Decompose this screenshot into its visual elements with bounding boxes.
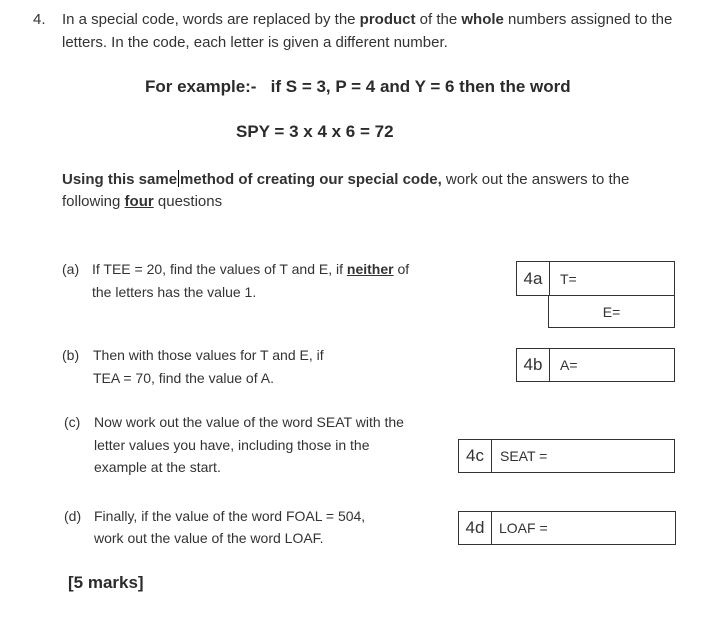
instruction-text: questions — [153, 193, 223, 210]
answer-box-4d[interactable] — [458, 511, 676, 545]
part-b-line-2: TEA = 70, find the value of A. — [93, 370, 274, 386]
answer-label-4b: 4b — [517, 349, 550, 381]
part-a-bold-underline: neither — [346, 261, 394, 277]
answer-label-4a: 4a — [517, 262, 550, 295]
answer-label-4d: 4d — [459, 512, 492, 544]
answer-field-e[interactable]: E= — [602, 303, 621, 320]
part-d-line-2: work out the value of the word LOAF. — [94, 530, 324, 546]
example-prefix: For example:- — [145, 77, 257, 96]
instruction-bold-underline: four — [124, 193, 154, 210]
answer-box-4a-t[interactable] — [516, 261, 675, 296]
intro-text: of the — [415, 11, 462, 28]
part-a-label: (a) — [62, 261, 80, 277]
instruction-bold: method of creating our special code, — [180, 171, 442, 188]
example-body: if S = 3, P = 4 and Y = 6 then the word — [270, 77, 571, 96]
intro-bold-whole: whole — [461, 11, 504, 28]
part-d-line-1: Finally, if the value of the word FOAL = 504, — [94, 508, 366, 524]
part-a-line-2: the letters has the value 1. — [92, 284, 257, 300]
answer-field-a[interactable]: A= — [560, 357, 578, 373]
part-c-line-1: Now work out the value of the word SEAT with the — [94, 414, 404, 430]
part-d-label: (d) — [64, 508, 82, 524]
part-c-label: (c) — [64, 414, 81, 430]
answer-field-t[interactable]: T= — [560, 270, 577, 287]
part-b-line-1: Then with those values for T and E, if — [93, 347, 324, 363]
part-b-label: (b) — [62, 347, 80, 363]
part-a-text: of — [393, 261, 410, 277]
intro-text: In a special code, words are replaced by the — [62, 11, 360, 28]
part-a-text: If TEE = 20, find the values of T and E, if — [92, 261, 347, 277]
instruction-line-2 — [62, 193, 222, 210]
intro-bold-product: product — [359, 11, 416, 28]
intro-line-1 — [62, 11, 672, 28]
example-line-1 — [145, 77, 571, 97]
answer-label-4c: 4c — [459, 440, 492, 472]
intro-line-2: letters. In the code, each letter is given a different number. — [62, 34, 448, 51]
instruction-bold: Using this same — [62, 171, 178, 188]
example-line-2: SPY = 3 x 4 x 6 = 72 — [236, 122, 394, 141]
text-cursor — [178, 170, 179, 187]
answer-box-4b[interactable] — [516, 348, 675, 382]
part-a-line-1 — [92, 261, 409, 277]
instruction-line-1 — [62, 170, 629, 188]
part-c-line-2: letter values you have, including those in the — [94, 437, 370, 453]
answer-field-seat[interactable]: SEAT = — [500, 448, 548, 464]
part-c-line-3: example at the start. — [94, 459, 221, 475]
question-number: 4. — [33, 11, 46, 28]
marks-label: [5 marks] — [68, 573, 144, 592]
instruction-text: work out the answers to the — [441, 171, 630, 188]
answer-field-loaf[interactable]: LOAF = — [499, 520, 548, 536]
intro-text: numbers assigned to the — [503, 11, 673, 28]
answer-box-4c[interactable] — [458, 439, 675, 473]
instruction-text: following — [62, 193, 125, 210]
answer-box-4a-e[interactable] — [548, 295, 675, 328]
